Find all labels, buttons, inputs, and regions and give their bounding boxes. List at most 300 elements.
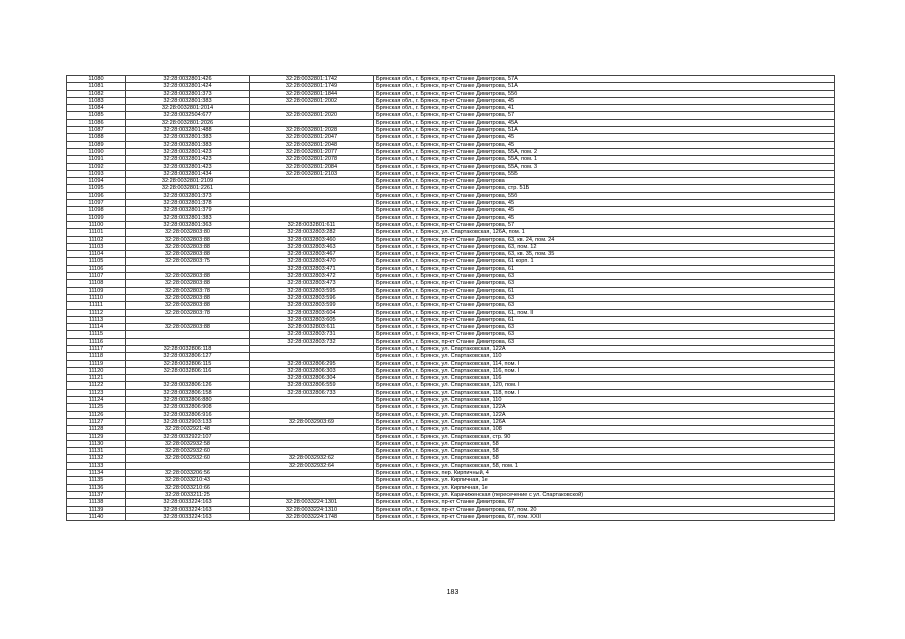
table-row [67, 156, 835, 163]
row-number-cell: 11138 [67, 499, 126, 506]
registry-table-body [67, 76, 835, 521]
object-number-cell [250, 404, 374, 411]
object-number-cell [250, 426, 374, 433]
table-row [67, 345, 835, 352]
cadastral-number-cell [126, 331, 250, 338]
row-number-cell: 11108 [67, 280, 126, 287]
cadastral-number-cell: 32:28:0033224:163 [126, 506, 250, 513]
address-cell: Брянская обл., г. Брянск, пр-кт Станке Димитрова, 57А [374, 76, 835, 83]
address-cell: Брянская обл., г. Брянск, ул. Спартаковская, 110 [374, 353, 835, 360]
row-number-cell: 11102 [67, 236, 126, 243]
row-number-cell: 11114 [67, 324, 126, 331]
cadastral-number-cell: 32:28:0032801:2261 [126, 185, 250, 192]
row-number-cell: 11087 [67, 127, 126, 134]
table-row [67, 316, 835, 323]
object-number-cell: 32:28:0032803:472 [250, 273, 374, 280]
object-number-cell [250, 491, 374, 498]
table-row [67, 90, 835, 97]
object-number-cell [250, 440, 374, 447]
address-cell: Брянская обл., г. Брянск, пр-кт Станке Димитрова, 61 [374, 287, 835, 294]
table-row [67, 97, 835, 104]
object-number-cell: 32:28:0032801:2077 [250, 148, 374, 155]
cadastral-number-cell: 32:28:0032803:75 [126, 258, 250, 265]
address-cell: Брянская обл., г. Брянск, пр-кт Станке Димитрова, 61, пом. II [374, 309, 835, 316]
cadastral-number-cell: 32:28:0033211:25 [126, 491, 250, 498]
object-number-cell: 32:28:0032801:1742 [250, 76, 374, 83]
table-row [67, 236, 835, 243]
table-row [67, 258, 835, 265]
cadastral-number-cell: 32:28:0032801:2026 [126, 119, 250, 126]
row-number-cell: 11128 [67, 426, 126, 433]
row-number-cell: 11090 [67, 148, 126, 155]
address-cell: Брянская обл., г. Брянск, ул. Спартаковская, 122А [374, 411, 835, 418]
object-number-cell [250, 433, 374, 440]
address-cell: Брянская обл., г. Брянск, пр-кт Станке Димитрова, стр. 51Б [374, 185, 835, 192]
cadastral-number-cell: 32:28:0032801:383 [126, 214, 250, 221]
row-number-cell: 11116 [67, 338, 126, 345]
table-row [67, 127, 835, 134]
page-number: 183 [446, 589, 459, 596]
cadastral-number-cell [126, 316, 250, 323]
table-row [67, 331, 835, 338]
cadastral-number-cell [126, 265, 250, 272]
cadastral-number-cell: 32:28:0032803:88 [126, 273, 250, 280]
address-cell: Брянская обл., г. Брянск, пр-кт Станке Димитрова, 55б [374, 90, 835, 97]
cadastral-number-cell: 32:28:0032803:88 [126, 243, 250, 250]
cadastral-number-cell: 32:28:0032803:80 [126, 229, 250, 236]
cadastral-number-cell: 32:28:0032801:423 [126, 156, 250, 163]
address-cell: Брянская обл., г. Брянск, пр-кт Станке Димитрова, 57 [374, 112, 835, 119]
row-number-cell: 11140 [67, 513, 126, 520]
row-number-cell: 11115 [67, 331, 126, 338]
address-cell: Брянская обл., г. Брянск, пр-кт Станке Димитрова, 57 [374, 221, 835, 228]
object-number-cell: 32:28:0032803:611 [250, 324, 374, 331]
cadastral-number-cell: 32:28:0033206:56 [126, 470, 250, 477]
cadastral-number-cell: 32:28:0032803:78 [126, 287, 250, 294]
table-row [67, 382, 835, 389]
address-cell: Брянская обл., г. Брянск, пер. Кирпичный, 4 [374, 470, 835, 477]
address-cell: Брянская обл., г. Брянск, пр-кт Станке Димитрова, 63 [374, 273, 835, 280]
row-number-cell: 11107 [67, 273, 126, 280]
table-row [67, 302, 835, 309]
table-row [67, 404, 835, 411]
table-row [67, 243, 835, 250]
address-cell: Брянская обл., г. Брянск, пр-кт Станке Димитрова, 63, кв. 24, пом. 24 [374, 236, 835, 243]
cadastral-number-cell: 32:28:0032801:383 [126, 141, 250, 148]
row-number-cell: 11134 [67, 470, 126, 477]
row-number-cell: 11089 [67, 141, 126, 148]
cadastral-number-cell: 32:28:0032803:88 [126, 251, 250, 258]
object-number-cell: 32:28:0032806:559 [250, 382, 374, 389]
table-row [67, 470, 835, 477]
address-cell: Брянская обл., г. Брянск, ул. Спартаковская, 108 [374, 426, 835, 433]
object-number-cell: 32:28:0032932:64 [250, 462, 374, 469]
object-number-cell: 32:28:0033224:1748 [250, 513, 374, 520]
object-number-cell: 32:28:0032803:473 [250, 280, 374, 287]
address-cell: Брянская обл., г. Брянск, пр-кт Станке Димитрова, 63 [374, 302, 835, 309]
cadastral-number-cell: 32:28:0033224:163 [126, 513, 250, 520]
row-number-cell: 11103 [67, 243, 126, 250]
row-number-cell: 11080 [67, 76, 126, 83]
object-number-cell [250, 484, 374, 491]
object-number-cell: 32:28:0032803:604 [250, 309, 374, 316]
row-number-cell: 11124 [67, 397, 126, 404]
row-number-cell: 11119 [67, 360, 126, 367]
table-row [67, 294, 835, 301]
table-row [67, 163, 835, 170]
cadastral-number-cell: 32:28:0032801:379 [126, 207, 250, 214]
cadastral-number-cell: 32:28:0032801:426 [126, 76, 250, 83]
address-cell: Брянская обл., г. Брянск, ул. Кирпичная, 1е [374, 484, 835, 491]
row-number-cell: 11085 [67, 112, 126, 119]
object-number-cell [250, 345, 374, 352]
table-row [67, 280, 835, 287]
object-number-cell: 32:28:0032801:2078 [250, 156, 374, 163]
object-number-cell [250, 200, 374, 207]
address-cell: Брянская обл., г. Брянск, ул. Карачиженская (пересечение с ул. Спартаковской) [374, 491, 835, 498]
row-number-cell: 11083 [67, 97, 126, 104]
address-cell: Брянская обл., г. Брянск, пр-кт Станке Димитрова, 55А, пом. 1 [374, 156, 835, 163]
object-number-cell: 32:28:0032801:611 [250, 221, 374, 228]
object-number-cell: 32:28:0033224:1310 [250, 506, 374, 513]
object-number-cell: 32:28:0032801:2047 [250, 134, 374, 141]
object-number-cell: 32:28:0032806:295 [250, 360, 374, 367]
table-row [67, 200, 835, 207]
address-cell: Брянская обл., г. Брянск, ул. Спартаковская, стр. 90 [374, 433, 835, 440]
cadastral-number-cell: 32:28:0032801:378 [126, 200, 250, 207]
object-number-cell: 32:28:0032806:303 [250, 367, 374, 374]
address-cell: Брянская обл., г. Брянск, пр-кт Станке Димитрова [374, 178, 835, 185]
cadastral-number-cell: 32:28:0032803:88 [126, 236, 250, 243]
row-number-cell: 11136 [67, 484, 126, 491]
row-number-cell: 11133 [67, 462, 126, 469]
address-cell: Брянская обл., г. Брянск, пр-кт Станке Димитрова, 61 [374, 316, 835, 323]
address-cell: Брянская обл., г. Брянск, пр-кт Станке Димитрова, 67, пом. 20 [374, 506, 835, 513]
cadastral-number-cell: 32:28:0032803:88 [126, 324, 250, 331]
table-row [67, 207, 835, 214]
address-cell: Брянская обл., г. Брянск, пр-кт Станке Димитрова, 63, кв. 35, пом. 35 [374, 251, 835, 258]
object-number-cell: 32:28:0032803:471 [250, 265, 374, 272]
address-cell: Брянская обл., г. Брянск, ул. Спартаковская, 126А, пом. 1 [374, 229, 835, 236]
address-cell: Брянская обл., г. Брянск, пр-кт Станке Димитрова, 45 [374, 214, 835, 221]
row-number-cell: 11121 [67, 375, 126, 382]
object-number-cell: 32:28:0032803:596 [250, 294, 374, 301]
cadastral-number-cell [126, 462, 250, 469]
address-cell: Брянская обл., г. Брянск, пр-кт Станке Димитрова, 55Б [374, 170, 835, 177]
address-cell: Брянская обл., г. Брянск, пр-кт Станке Димитрова, 41 [374, 105, 835, 112]
row-number-cell: 11082 [67, 90, 126, 97]
table-row [67, 448, 835, 455]
table-row [67, 214, 835, 221]
table-row [67, 185, 835, 192]
table-row [67, 324, 835, 331]
row-number-cell: 11125 [67, 404, 126, 411]
row-number-cell: 11117 [67, 345, 126, 352]
address-cell: Брянская обл., г. Брянск, ул. Спартаковская, 58 [374, 455, 835, 462]
table-row [67, 178, 835, 185]
cadastral-number-cell: 32:28:0032932:60 [126, 448, 250, 455]
object-number-cell: 32:28:0032806:304 [250, 375, 374, 382]
cadastral-number-cell: 32:28:0032801:424 [126, 83, 250, 90]
cadastral-number-cell: 32:28:0032903:133 [126, 418, 250, 425]
row-number-cell: 11106 [67, 265, 126, 272]
table-row [67, 273, 835, 280]
address-cell: Брянская обл., г. Брянск, ул. Спартаковская, 110 [374, 397, 835, 404]
cadastral-number-cell: 32:28:0032801:373 [126, 90, 250, 97]
cadastral-number-cell: 32:28:0032806:118 [126, 345, 250, 352]
object-number-cell: 32:28:0032903:69 [250, 418, 374, 425]
address-cell: Брянская обл., г. Брянск, ул. Спартаковская, 58 [374, 440, 835, 447]
table-row [67, 229, 835, 236]
cadastral-number-cell: 32:28:0032803:88 [126, 280, 250, 287]
row-number-cell: 11095 [67, 185, 126, 192]
object-number-cell: 32:28:0032801:1844 [250, 90, 374, 97]
cadastral-number-cell: 32:28:0032806:115 [126, 360, 250, 367]
object-number-cell [250, 477, 374, 484]
object-number-cell [250, 353, 374, 360]
table-row [67, 134, 835, 141]
cadastral-number-cell: 32:28:0032932:60 [126, 455, 250, 462]
table-row [67, 338, 835, 345]
table-row [67, 353, 835, 360]
row-number-cell: 11088 [67, 134, 126, 141]
row-number-cell: 11139 [67, 506, 126, 513]
object-number-cell: 32:28:0032801:2048 [250, 141, 374, 148]
cadastral-number-cell: 32:28:0032801:2109 [126, 178, 250, 185]
address-cell: Брянская обл., г. Брянск, пр-кт Станке Димитрова, 45 [374, 134, 835, 141]
table-row [67, 265, 835, 272]
object-number-cell [250, 105, 374, 112]
address-cell: Брянская обл., г. Брянск, ул. Кирпичная, 1е [374, 477, 835, 484]
table-row [67, 105, 835, 112]
table-row [67, 170, 835, 177]
table-row [67, 192, 835, 199]
cadastral-number-cell: 32:28:0032803:88 [126, 302, 250, 309]
object-number-cell: 32:28:0032801:2002 [250, 97, 374, 104]
row-number-cell: 11081 [67, 83, 126, 90]
row-number-cell: 11084 [67, 105, 126, 112]
cadastral-number-cell: 32:28:0032806:158 [126, 389, 250, 396]
object-number-cell: 32:28:0032932:62 [250, 455, 374, 462]
object-number-cell [250, 192, 374, 199]
address-cell: Брянская обл., г. Брянск, пр-кт Станке Димитрова, 67 [374, 499, 835, 506]
object-number-cell [250, 207, 374, 214]
object-number-cell: 32:28:0032803:605 [250, 316, 374, 323]
table-row [67, 491, 835, 498]
table-row [67, 440, 835, 447]
row-number-cell: 11099 [67, 214, 126, 221]
cadastral-number-cell: 32:28:0032801:423 [126, 148, 250, 155]
table-row [67, 513, 835, 520]
cadastral-number-cell: 32:28:0032801:373 [126, 192, 250, 199]
cadastral-number-cell: 32:28:0032922:107 [126, 433, 250, 440]
cadastral-number-cell [126, 375, 250, 382]
table-row [67, 433, 835, 440]
address-cell: Брянская обл., г. Брянск, ул. Спартаковская, 114, пом. I [374, 360, 835, 367]
address-cell: Брянская обл., г. Брянск, пр-кт Станке Димитрова, 45А [374, 119, 835, 126]
cadastral-number-cell: 32:28:0033210:66 [126, 484, 250, 491]
cadastral-number-cell: 32:28:0032801:383 [126, 97, 250, 104]
table-row [67, 411, 835, 418]
cadastral-number-cell: 32:28:0032806:916 [126, 411, 250, 418]
table-row [67, 83, 835, 90]
cadastral-number-cell: 32:28:0032801:488 [126, 127, 250, 134]
cadastral-number-cell: 32:28:0032801:434 [126, 170, 250, 177]
row-number-cell: 11098 [67, 207, 126, 214]
row-number-cell: 11127 [67, 418, 126, 425]
table-row [67, 477, 835, 484]
address-cell: Брянская обл., г. Брянск, пр-кт Станке Димитрова, 63 [374, 280, 835, 287]
address-cell: Брянская обл., г. Брянск, пр-кт Станке Димитрова, 61 корп. 1 [374, 258, 835, 265]
address-cell: Брянская обл., г. Брянск, пр-кт Станке Димитрова, 45 [374, 200, 835, 207]
address-cell: Брянская обл., г. Брянск, пр-кт Станке Димитрова, 63, пом. 12 [374, 243, 835, 250]
row-number-cell: 11109 [67, 287, 126, 294]
address-cell: Брянская обл., г. Брянск, пр-кт Станке Димитрова, 61 [374, 265, 835, 272]
object-number-cell [250, 178, 374, 185]
address-cell: Брянская обл., г. Брянск, пр-кт Станке Димитрова, 55б [374, 192, 835, 199]
cadastral-number-cell: 32:28:0032803:78 [126, 309, 250, 316]
row-number-cell: 11096 [67, 192, 126, 199]
table-row [67, 397, 835, 404]
table-row [67, 119, 835, 126]
address-cell: Брянская обл., г. Брянск, пр-кт Станке Димитрова, 45 [374, 207, 835, 214]
cadastral-number-cell: 32:28:0032806:908 [126, 404, 250, 411]
object-number-cell: 32:28:0032806:733 [250, 389, 374, 396]
object-number-cell: 32:28:0032803:463 [250, 243, 374, 250]
cadastral-number-cell: 32:28:0032803:88 [126, 294, 250, 301]
table-row [67, 418, 835, 425]
table-row [67, 76, 835, 83]
row-number-cell: 11112 [67, 309, 126, 316]
object-number-cell: 32:28:0033224:1301 [250, 499, 374, 506]
table-row [67, 462, 835, 469]
object-number-cell: 32:28:0032801:2028 [250, 127, 374, 134]
table-row [67, 375, 835, 382]
object-number-cell: 32:28:0032801:2020 [250, 112, 374, 119]
cadastral-number-cell: 32:28:0032801:2014 [126, 105, 250, 112]
address-cell: Брянская обл., г. Брянск, ул. Спартаковская, 116 [374, 375, 835, 382]
table-row [67, 484, 835, 491]
object-number-cell: 32:28:0032801:2084 [250, 163, 374, 170]
object-number-cell [250, 119, 374, 126]
row-number-cell: 11113 [67, 316, 126, 323]
address-cell: Брянская обл., г. Брянск, ул. Спартаковская, 118, пом. I [374, 389, 835, 396]
row-number-cell: 11135 [67, 477, 126, 484]
table-row [67, 309, 835, 316]
object-number-cell: 32:28:0032803:467 [250, 251, 374, 258]
row-number-cell: 11131 [67, 448, 126, 455]
address-cell: Брянская обл., г. Брянск, пр-кт Станке Димитрова, 51А [374, 83, 835, 90]
address-cell: Брянская обл., г. Брянск, пр-кт Станке Димитрова, 63 [374, 294, 835, 301]
row-number-cell: 11100 [67, 221, 126, 228]
row-number-cell: 11120 [67, 367, 126, 374]
row-number-cell: 11094 [67, 178, 126, 185]
table-row [67, 389, 835, 396]
row-number-cell: 11126 [67, 411, 126, 418]
table-row [67, 141, 835, 148]
row-number-cell: 11110 [67, 294, 126, 301]
table-row [67, 506, 835, 513]
table-row [67, 499, 835, 506]
address-cell: Брянская обл., г. Брянск, ул. Спартаковская, 120, пом. I [374, 382, 835, 389]
row-number-cell: 11129 [67, 433, 126, 440]
cadastral-number-cell: 32:28:0032932:58 [126, 440, 250, 447]
cadastral-number-cell: 32:28:0033210:43 [126, 477, 250, 484]
row-number-cell: 11105 [67, 258, 126, 265]
object-number-cell [250, 185, 374, 192]
row-number-cell: 11137 [67, 491, 126, 498]
row-number-cell: 11111 [67, 302, 126, 309]
address-cell: Брянская обл., г. Брянск, пр-кт Станке Димитрова, 45 [374, 141, 835, 148]
address-cell: Брянская обл., г. Брянск, пр-кт Станке Димитрова, 45 [374, 97, 835, 104]
address-cell: Брянская обл., г. Брянск, ул. Спартаковская, 116, пом. I [374, 367, 835, 374]
object-number-cell: 32:28:0032801:2103 [250, 170, 374, 177]
table-row [67, 148, 835, 155]
object-number-cell [250, 411, 374, 418]
row-number-cell: 11086 [67, 119, 126, 126]
cadastral-number-cell: 32:28:0032801:423 [126, 163, 250, 170]
object-number-cell [250, 470, 374, 477]
table-row [67, 360, 835, 367]
address-cell: Брянская обл., г. Брянск, пр-кт Станке Димитрова, 63 [374, 338, 835, 345]
table-row [67, 426, 835, 433]
cadastral-number-cell: 32:28:0032921:48 [126, 426, 250, 433]
row-number-cell: 11093 [67, 170, 126, 177]
object-number-cell: 32:28:0032803:460 [250, 236, 374, 243]
cadastral-number-cell: 32:28:0032801:363 [126, 221, 250, 228]
row-number-cell: 11130 [67, 440, 126, 447]
object-number-cell [250, 214, 374, 221]
address-cell: Брянская обл., г. Брянск, пр-кт Станке Димитрова, 55А, пом. 2 [374, 148, 835, 155]
cadastral-number-cell: 32:28:0032806:880 [126, 397, 250, 404]
address-cell: Брянская обл., г. Брянск, ул. Спартаковская, 122А [374, 345, 835, 352]
registry-table [66, 75, 835, 521]
address-cell: Брянская обл., г. Брянск, ул. Спартаковская, 126А [374, 418, 835, 425]
row-number-cell: 11122 [67, 382, 126, 389]
cadastral-number-cell: 32:28:0032806:127 [126, 353, 250, 360]
address-cell: Брянская обл., г. Брянск, пр-кт Станке Димитрова, 67, пом. XXII [374, 513, 835, 520]
object-number-cell: 32:28:0032803:470 [250, 258, 374, 265]
address-cell: Брянская обл., г. Брянск, пр-кт Станке Димитрова, 63 [374, 331, 835, 338]
row-number-cell: 11092 [67, 163, 126, 170]
cadastral-number-cell [126, 338, 250, 345]
cadastral-number-cell: 32:28:0032806:126 [126, 382, 250, 389]
table-row [67, 221, 835, 228]
address-cell: Брянская обл., г. Брянск, ул. Спартаковская, 58, пом. 1 [374, 462, 835, 469]
cadastral-number-cell: 32:28:0032806:116 [126, 367, 250, 374]
object-number-cell: 32:28:0032801:1749 [250, 83, 374, 90]
row-number-cell: 11123 [67, 389, 126, 396]
address-cell: Брянская обл., г. Брянск, ул. Спартаковская, 122А [374, 404, 835, 411]
row-number-cell: 11101 [67, 229, 126, 236]
row-number-cell: 11104 [67, 251, 126, 258]
table-row [67, 251, 835, 258]
object-number-cell: 32:28:0032803:599 [250, 302, 374, 309]
cadastral-number-cell: 32:28:0032801:383 [126, 134, 250, 141]
row-number-cell: 11097 [67, 200, 126, 207]
row-number-cell: 11118 [67, 353, 126, 360]
address-cell: Брянская обл., г. Брянск, пр-кт Станке Димитрова, 55А, пом. 3 [374, 163, 835, 170]
table-row [67, 367, 835, 374]
address-cell: Брянская обл., г. Брянск, пр-кт Станке Димитрова, 63 [374, 324, 835, 331]
object-number-cell: 32:28:0032803:731 [250, 331, 374, 338]
row-number-cell: 11091 [67, 156, 126, 163]
object-number-cell [250, 448, 374, 455]
table-row [67, 455, 835, 462]
address-cell: Брянская обл., г. Брянск, ул. Спартаковская, 58 [374, 448, 835, 455]
cadastral-number-cell: 32:28:0032504:677 [126, 112, 250, 119]
row-number-cell: 11132 [67, 455, 126, 462]
